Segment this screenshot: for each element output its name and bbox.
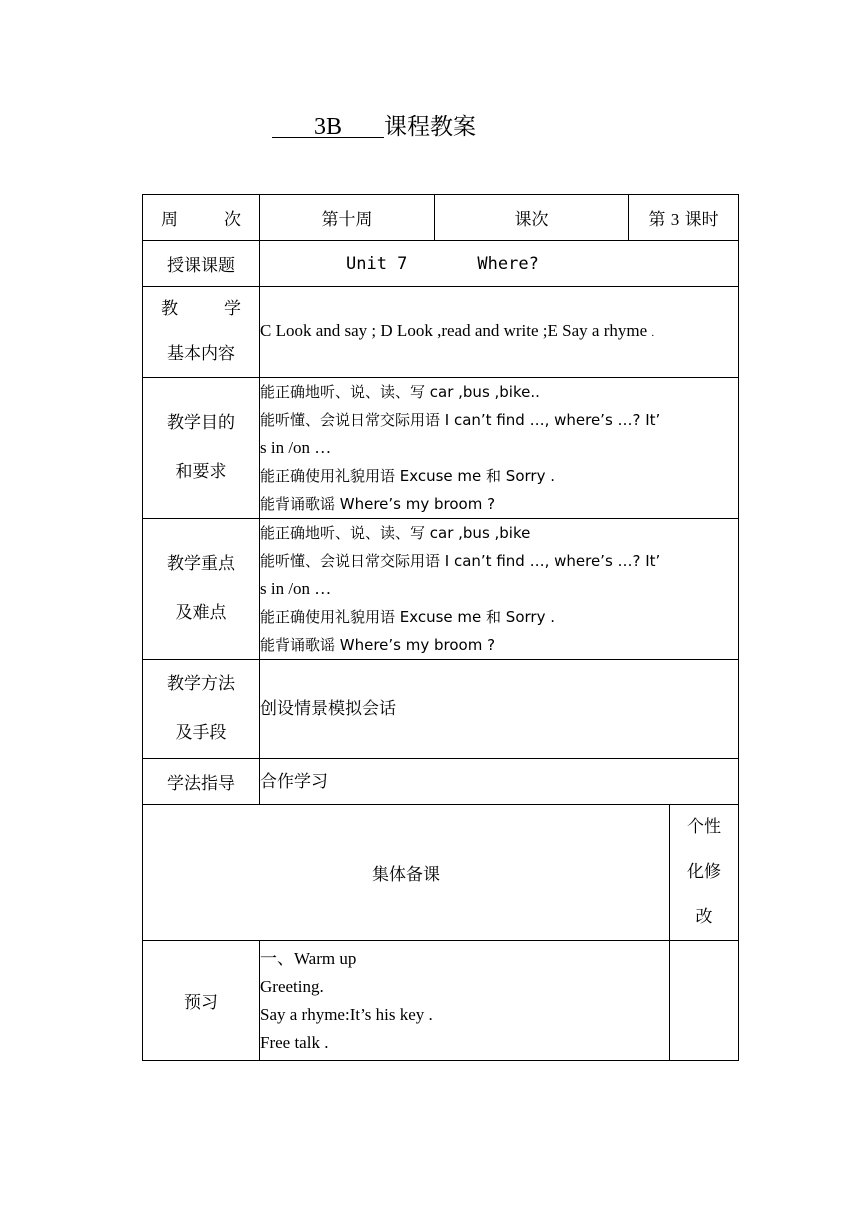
- objectives-line: 能正确地听、说、读、写 car ,bus ,bike..: [260, 383, 540, 401]
- week-label-a: 周: [161, 210, 178, 230]
- row-topic: [143, 241, 739, 287]
- objectives-line: 能背诵歌谣 Where’s my broom ?: [260, 495, 496, 513]
- key-points-line: s in /on …: [260, 579, 332, 598]
- key-points-line: 能听懂、会说日常交际用语 I can’t find …, where’s …? It’: [260, 552, 661, 570]
- week-label-b: 次: [224, 210, 241, 230]
- objectives-label-cell: [143, 378, 260, 519]
- content-label-b: 基本内容: [167, 344, 235, 364]
- objectives-label-2: 和要求: [175, 462, 227, 482]
- methods-label-1: 教学方法: [167, 674, 235, 694]
- key-points-label-1: 教学重点: [167, 554, 235, 574]
- objectives-label-1: 教学目的: [167, 413, 235, 433]
- methods-label-2: 及手段: [175, 723, 227, 743]
- objectives-line: 能正确使用礼貌用语 Excuse me 和 Sorry .: [260, 467, 555, 485]
- lesson-value: 第 3 课时: [629, 195, 739, 241]
- personal-revision-line: 化修: [687, 862, 721, 882]
- lesson-plan-table: [142, 194, 739, 1061]
- title-text: 课程教案: [384, 114, 477, 140]
- preview-value: [260, 941, 670, 1061]
- lesson-label: 课次: [435, 195, 629, 241]
- preview-line: 一、Warm up: [260, 948, 357, 968]
- collective-label: 集体备课: [143, 805, 670, 941]
- objectives-line: s in /on …: [260, 438, 332, 457]
- row-methods: [143, 660, 739, 759]
- topic-value: [260, 241, 739, 287]
- objectives-value: [260, 378, 739, 519]
- study-value: 合作学习: [260, 759, 739, 805]
- key-points-value: [260, 519, 739, 660]
- preview-line: Say a rhyme:It’s his key .: [260, 1004, 433, 1024]
- key-points-line: 能背诵歌谣 Where’s my broom ?: [260, 636, 496, 654]
- week-value: 第十周: [260, 195, 435, 241]
- methods-label-cell: [143, 660, 260, 759]
- content-label-a2: 学: [224, 299, 241, 319]
- personal-revision-line: 个性: [687, 817, 721, 837]
- preview-line: Free talk .: [260, 1032, 329, 1052]
- key-points-label-cell: [143, 519, 260, 660]
- row-week: [143, 195, 739, 241]
- key-points-line: 能正确地听、说、读、写 car ,bus ,bike: [260, 524, 531, 542]
- title-class-blank: [272, 112, 384, 142]
- row-preview: [143, 941, 739, 1061]
- topic-word: Where?: [477, 253, 539, 274]
- content-label-a1: 教: [161, 299, 178, 319]
- study-label: 学法指导: [143, 759, 260, 805]
- topic-unit: Unit 7: [346, 253, 408, 274]
- content-value: C Look and say ; D Look ,read and write ;E Say a rhyme .: [260, 287, 739, 378]
- week-label-cell: [143, 195, 260, 241]
- page-title: [272, 112, 476, 142]
- row-content: [143, 287, 739, 378]
- row-objectives: [143, 378, 739, 519]
- row-study: [143, 759, 739, 805]
- row-key-points: [143, 519, 739, 660]
- preview-revision-cell: [670, 941, 739, 1061]
- preview-label: 预习: [143, 941, 260, 1061]
- topic-label: 授课课题: [143, 241, 260, 287]
- content-label-cell: [143, 287, 260, 378]
- row-collective: [143, 805, 739, 941]
- preview-line: Greeting.: [260, 976, 324, 996]
- methods-value: 创设情景模拟会话: [260, 660, 739, 759]
- personal-revision-label: [670, 805, 739, 941]
- personal-revision-line: 改: [695, 907, 713, 927]
- objectives-line: 能听懂、会说日常交际用语 I can’t find …, where’s …? It’: [260, 411, 661, 429]
- key-points-label-2: 及难点: [175, 603, 227, 623]
- title-class: 3B: [314, 114, 343, 140]
- key-points-line: 能正确使用礼貌用语 Excuse me 和 Sorry .: [260, 608, 555, 626]
